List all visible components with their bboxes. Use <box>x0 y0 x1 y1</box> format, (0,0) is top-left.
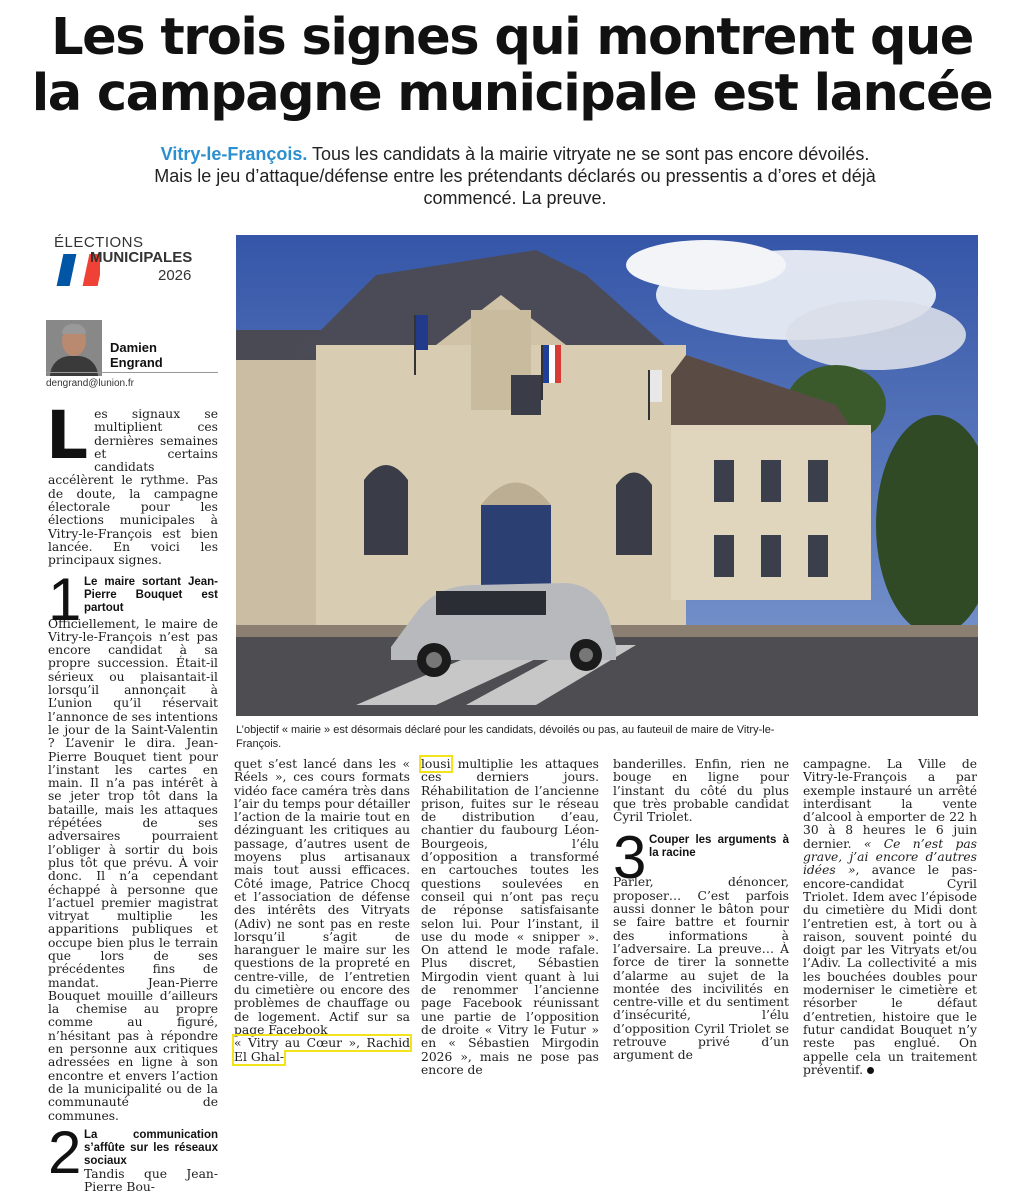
author-avatar <box>46 320 102 376</box>
section-body-2-col2: quet s’est lancé dans les « Réels », ces cours formats vidéo face caméra très dans l’air du temps pour détailler l’action de la mairie tout en dézinguant les critiques au passage, d’autres usent de moyens plus artisanaux mais tout aussi efficaces. Côté image, Patrice Chocq et l’association de défense des intérêts des Vitryats (Adiv) ne sont pas en reste lorsqu’il s’agit de haranguer le maire sur les questions de la propreté en centre-ville, de l’entretien du cimetière ou encore des problèmes de chauffage ou de logement. Actif sur sa page Facebook <box>234 757 410 1037</box>
headline-line-1: Les trois signes qui montrent que <box>51 8 973 67</box>
section-3 <box>613 824 789 892</box>
dropcap: L <box>46 397 89 474</box>
kicker-year: 2026 <box>158 267 192 284</box>
author-name <box>110 340 163 370</box>
elections-kicker <box>52 234 222 294</box>
highlighted-page-name: « Vitry au Cœur », Rachid El Ghal- <box>234 1036 410 1064</box>
author-email[interactable]: dengrand@lunion.fr <box>46 378 134 389</box>
section-body-3-col5b: , avance le pas-encore-candidat Cyril Triolet. Idem avec l’épisode du cimetière du Midi dont l’entretien est, à tort ou à raison, souvent pointé du doigt par les Vitryats et/ou l’Adiv. La collectivité a mis les bouchées doubles pour moderniser le cimetière et résorber le défaut d’entretien, histoire que le futur candidat Bouquet n’y reste pas englué. On appelle cela un traitement préventif. <box>803 863 977 1077</box>
chapo <box>150 143 880 209</box>
section-body-1: Officiellement, le maire de Vitry-le-François n’est pas encore candidat à sa propre succession. Était-il sérieux ou plaisantait-il lorsqu’il annonçait à L’union qu’il réservait l’annonce de ses intentions le jour de la Saint-Valentin ? L’avenir le dira. Jean-Pierre Bouquet tient pour l’instant les cartes en main. Il n’a pas intérêt à se jeter trop tôt dans la bataille, mais les attaques répétées de ses adversaires pourraient l’obliger à sortir du bois plus tôt que prévu. À voir donc. Il n’a cependant échappé à personne que l’actuel premier magistrat vitryat multiplie les apparitions publiques et occupe bien plus le terrain que lors de ses précédentes fins de mandat. Jean-Pierre Bouquet mouille d’ailleurs la chemise au propre comme au figuré, n’hésitant pas à répondre en personne aux critiques adressées en ligne à son encontre et envers l’action de la municipalité ou de la communauté de communes. <box>48 616 218 1123</box>
author-block <box>46 320 218 390</box>
photo-caption: L’objectif « mairie » est désormais déclaré pour les candidats, dévoilés ou pas, au fauteuil de maire de Vitry-le-François. <box>236 724 775 750</box>
section-2 <box>48 1118 218 1194</box>
section-number-2: 2 <box>48 1118 82 1186</box>
headline-line-2: la campagne municipale est lancée <box>31 64 993 123</box>
author-first-name: Damien <box>110 340 157 355</box>
section-body-2-start: Tandis que Jean-Pierre Bou- <box>84 1166 218 1194</box>
author-last-name: Engrand <box>110 355 163 370</box>
article-column-4 <box>613 758 789 1063</box>
triolet-quote: « Ce n’est pas grave, j’ai encore d’autres idées » <box>803 836 977 878</box>
article-column-1 <box>46 397 218 1194</box>
section-1 <box>48 565 218 633</box>
article-column-5 <box>803 758 977 1077</box>
article-column-2 <box>234 758 410 1064</box>
kicker-elections: ÉLECTIONS <box>54 234 144 251</box>
article-column-3 <box>421 758 599 1077</box>
highlighted-name-end: lousi <box>421 757 451 771</box>
kicker-municipales: MUNICIPALES <box>90 249 193 266</box>
headline <box>0 10 1024 122</box>
section-number-3: 3 <box>613 824 647 892</box>
section-body-3: Parler, dénoncer, proposer… C’est parfois aussi donner le bâton pour se faire battre et fournir des informations à l’adversaire. La preuve… À force de tirer la sonnette d’alarme au sujet de la montée des incivilités en centre-ville et du sentiment d’insécurité, l’élu d’opposition Cyril Triolet se retrouve privé d’un argument de <box>613 875 789 1063</box>
section-title-3: Couper les arguments à la racine <box>649 834 789 860</box>
section-title-1: Le maire sortant Jean-Pierre Bouquet est partout <box>84 575 218 614</box>
section-body-3-col5a: campagne. La Ville de Vitry-le-François a par exemple instauré un arrêté interdisant la vente d’alcool à emporter de 22 h 30 à 8 heures le 6 juin dernier. <box>803 757 977 851</box>
chapo-text: Tous les candidats à la mairie vitryate ne se sont pas encore dévoilés. Mais le jeu d’attaque/défense entre les prétendants déclarés ou pressentis a d’ores et déjà commencé. La preuve. <box>154 144 876 208</box>
town-hall-photo <box>236 235 978 716</box>
section-body-2-end: banderilles. Enfin, rien ne bouge en ligne pour l’instant du côté du plus que très probable candidat Cyril Triolet. <box>613 757 789 825</box>
town-hall-illustration <box>236 235 978 716</box>
section-title-2: La communication s’affûte sur les réseaux sociaux <box>84 1128 218 1167</box>
section-body-2-col3: multiplie les attaques ces derniers jours. Réhabilitation de l’ancienne prison, fuites sur le réseau de distribution d’eau, chantier du faubourg Léon-Bourgeois, l’élu d’opposition a transformé en cartouches toutes les questions soulevées en conseil qui n’ont pas reçu de réponse satisfaisante selon lui. Pour l’instant, il use du mode « snipper ». On attend le mode rafale. Plus discret, Sébastien Mirgodin vient quant à lui de renommer l’ancienne page Facebook réunissant une partie de l’opposition de droite « Vitry le Futur » en « Sébastien Mirgodin 2026 », mais ne pose pas encore de <box>421 757 599 1077</box>
section-number-1: 1 <box>48 565 82 633</box>
article-intro: es signaux se multiplient ces dernières semaines et certains candidats accélèrent le rythme. Pas de doute, la campagne électorale pour les élections municipales à Vitry-le-François est bien lancée. En voici les principaux signes. <box>48 407 218 568</box>
chapo-city: Vitry-le-François. <box>160 144 308 164</box>
end-of-article-bullet-icon <box>867 1067 874 1074</box>
author-divider <box>46 372 218 373</box>
